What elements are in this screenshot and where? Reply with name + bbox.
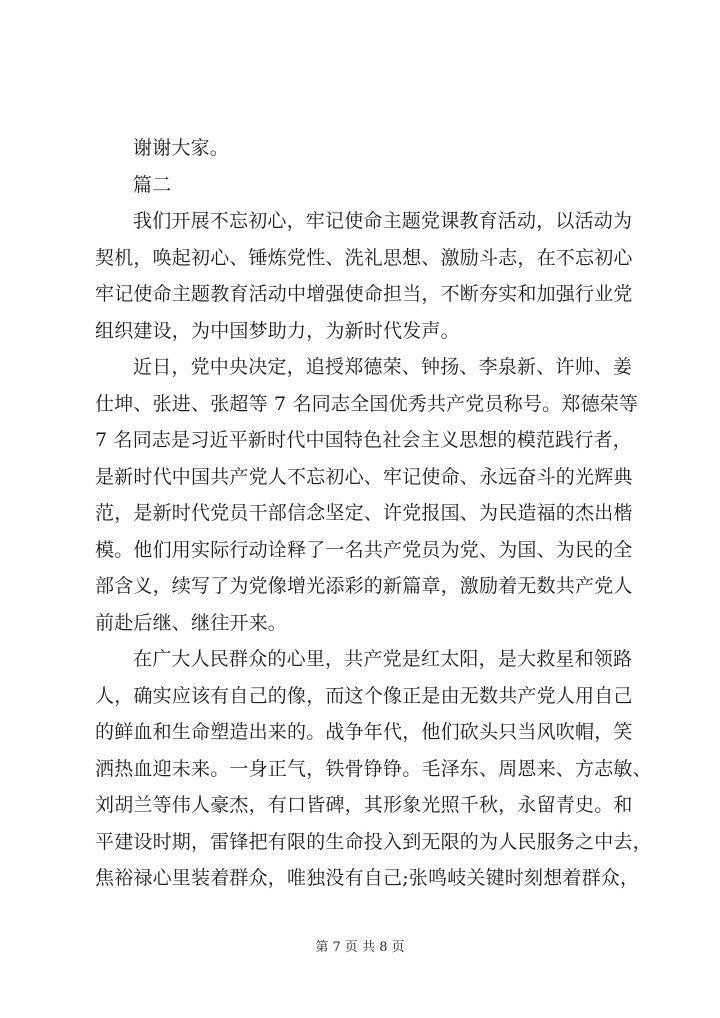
text-line: 焦裕禄心里装着群众，唯独没有自己;张鸣岐关键时刻想着群众，: [95, 867, 640, 889]
text-line: 模。他们用实际行动诠释了一名共产党员为党、为国、为民的全: [95, 538, 633, 561]
text-line: 谢谢大家。: [133, 137, 230, 159]
text-line: 的鲜血和生命塑造出来的。战争年代，他们砍头只当风吹帽，笑: [95, 721, 633, 743]
text-line: 近日，党中央决定，追授郑德荣、钟扬、李泉新、许帅、姜: [133, 356, 633, 378]
text-line: 人，确实应该有自己的像，而这个像正是由无数共产党人用自己: [95, 684, 633, 707]
text-line: 洒热血迎未来。一身正气，铁骨铮铮。毛泽东、周恩来、方志敏、: [95, 757, 652, 780]
text-line: 仕坤、张进、张超等 7 名同志全国优秀共产党员称号。郑德荣等: [95, 392, 639, 415]
text-line: 部含义，续写了为党像增光添彩的新篇章，激励着无数共产党人: [95, 575, 633, 597]
text-line: 前赴后继、继往开来。: [95, 611, 288, 634]
text-line: 我们开展不忘初心，牢记使命主题党课教育活动，以活动为: [133, 210, 633, 232]
page-footer: 第 7 页 共 8 页: [315, 940, 405, 955]
text-line: 7 名同志是习近平新时代中国特色社会主义思想的模范践行者，: [95, 429, 632, 451]
text-line: 篇二: [133, 173, 172, 196]
text-line: 牢记使命主题教育活动中增强使命担当，不断夯实和加强行业党: [95, 283, 633, 305]
text-line: 是新时代中国共产党人不忘初心、牢记使命、永远奋斗的光辉典: [95, 465, 633, 488]
document-body: [95, 130, 652, 897]
text-line: 契机，唤起初心、锤炼党性、洗礼思想、激励斗志，在不忘初心: [95, 246, 633, 269]
text-line: 范，是新时代党员干部信念坚定、许党报国、为民造福的杰出楷: [95, 502, 633, 524]
text-line: 平建设时期，雷锋把有限的生命投入到无限的为人民服务之中去，: [95, 830, 652, 853]
text-line: 组织建设，为中国梦助力，为新时代发声。: [95, 319, 460, 342]
text-line: 刘胡兰等伟人豪杰，有口皆碑，其形象光照千秋，永留青史。和: [95, 794, 633, 816]
text-line: 在广大人民群众的心里，共产党是红太阳，是大救星和领路: [133, 648, 633, 670]
